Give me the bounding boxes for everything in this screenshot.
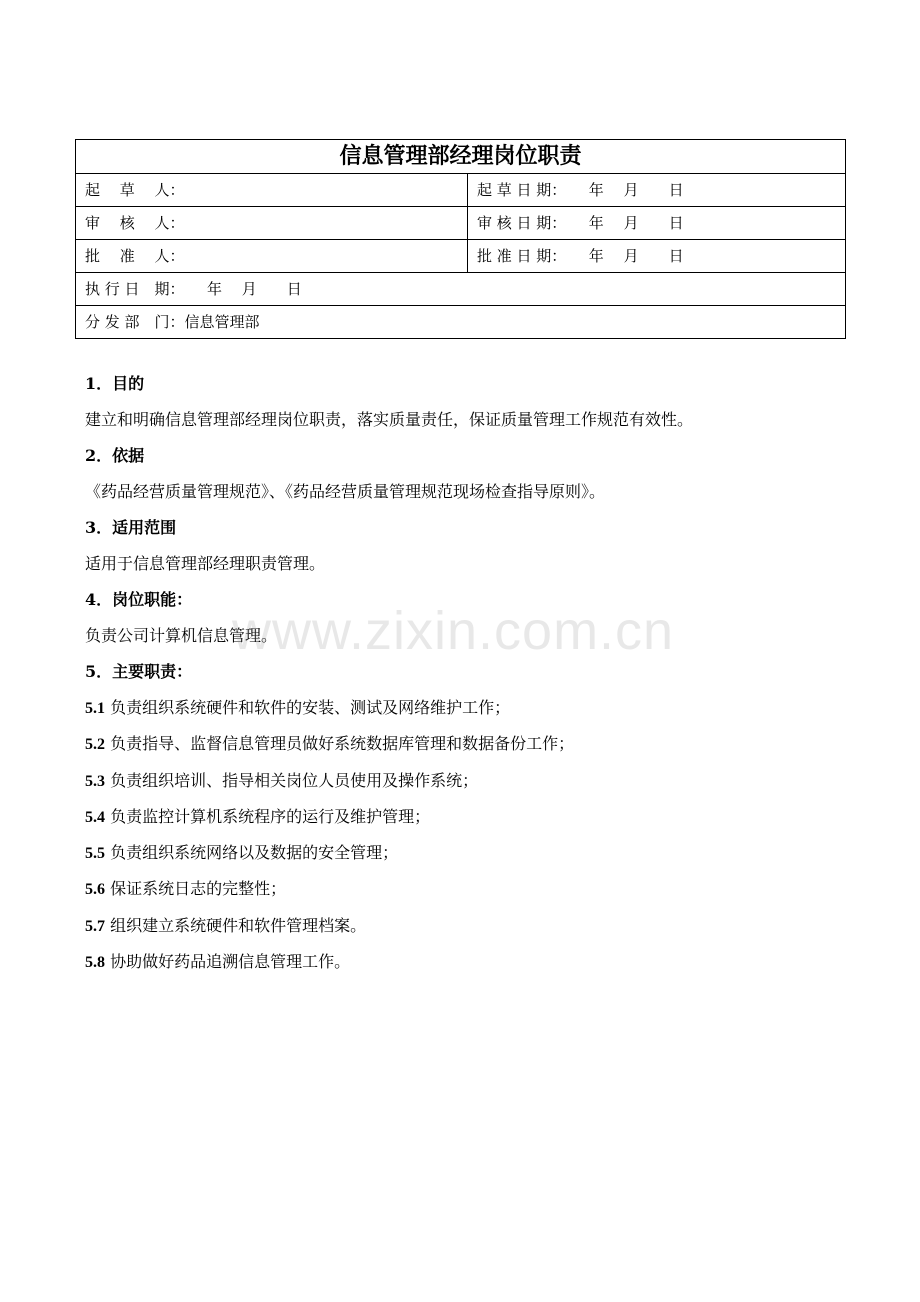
- section-5-heading: 5．主要职责：: [85, 662, 193, 681]
- duty-text: 负责组织系统硬件和软件的安装、测试及网络维护工作；: [110, 698, 511, 717]
- duty-number: 5.1: [85, 700, 105, 717]
- reviewer-row: [76, 207, 845, 240]
- document-title: 信息管理部经理岗位职责: [76, 140, 845, 174]
- approve-date-cell: 批 准 日 期： 年 月 日: [477, 247, 684, 265]
- draft-date-cell: 起 草 日 期： 年 月 日: [477, 181, 684, 199]
- duty-number: 5.8: [85, 954, 105, 972]
- dept-cell: 分 发 部 门：信息管理部: [85, 313, 260, 331]
- dept-row: [76, 306, 845, 338]
- exec-date-row: [76, 273, 845, 306]
- section-3-text: 适用于信息管理部经理职责管理。: [85, 554, 326, 573]
- drafter-cell: 起 草 人：: [76, 174, 468, 206]
- duty-number: 5.7: [85, 917, 105, 935]
- duty-item: [85, 726, 845, 762]
- reviewer-cell: 审 核 人：: [76, 207, 468, 239]
- section-2-text: 《药品经营质量管理规范》、《药品经营质量管理规范现场检查指导原则》。: [85, 482, 606, 501]
- duty-number: 5.2: [85, 736, 105, 754]
- duty-item: [85, 690, 845, 726]
- duty-item: [85, 799, 845, 835]
- duty-number: 5.4: [85, 808, 105, 826]
- duty-text: 负责监控计算机系统程序的运行及维护管理；: [110, 806, 431, 826]
- exec-date-cell: 执 行 日 期： 年 月 日: [85, 280, 302, 298]
- approver-row: [76, 240, 845, 273]
- section-1-text: 建立和明确信息管理部经理岗位职责，落实质量责任，保证质量管理工作规范有效性。: [85, 410, 694, 429]
- duty-text: 负责组织培训、指导相关岗位人员使用及操作系统；: [110, 770, 479, 790]
- duty-number: 5.3: [85, 772, 105, 790]
- duty-number: 5.5: [85, 845, 105, 863]
- duty-item: [85, 908, 845, 944]
- section-2-heading: 2．依据: [85, 446, 145, 465]
- approver-cell: 批 准 人：: [76, 240, 468, 272]
- section-4-text: 负责公司计算机信息管理。: [85, 626, 278, 645]
- watermark: www.zixin.com.cn: [232, 601, 675, 661]
- duty-text: 保证系统日志的完整性；: [110, 879, 287, 899]
- duty-item: [85, 763, 845, 799]
- duty-item: [85, 835, 845, 871]
- header-table: [75, 139, 846, 339]
- drafter-row: [76, 174, 845, 207]
- duty-text: 负责指导、监督信息管理员做好系统数据库管理和数据备份工作；: [110, 734, 575, 754]
- review-date-cell: 审 核 日 期： 年 月 日: [477, 214, 684, 232]
- document-body: [85, 366, 845, 980]
- section-4-heading: 4．岗位职能：: [85, 590, 193, 609]
- duty-item: [85, 871, 845, 907]
- duty-item: [85, 944, 845, 980]
- duty-text: 组织建立系统硬件和软件管理档案。: [110, 915, 367, 935]
- duty-text: 负责组织系统网络以及数据的安全管理；: [110, 843, 399, 863]
- section-1-heading: 1．目的: [85, 374, 145, 393]
- duty-number: 5.6: [85, 881, 105, 899]
- section-3-heading: 3．适用范围: [85, 518, 177, 537]
- duty-text: 协助做好药品追溯信息管理工作。: [110, 952, 351, 972]
